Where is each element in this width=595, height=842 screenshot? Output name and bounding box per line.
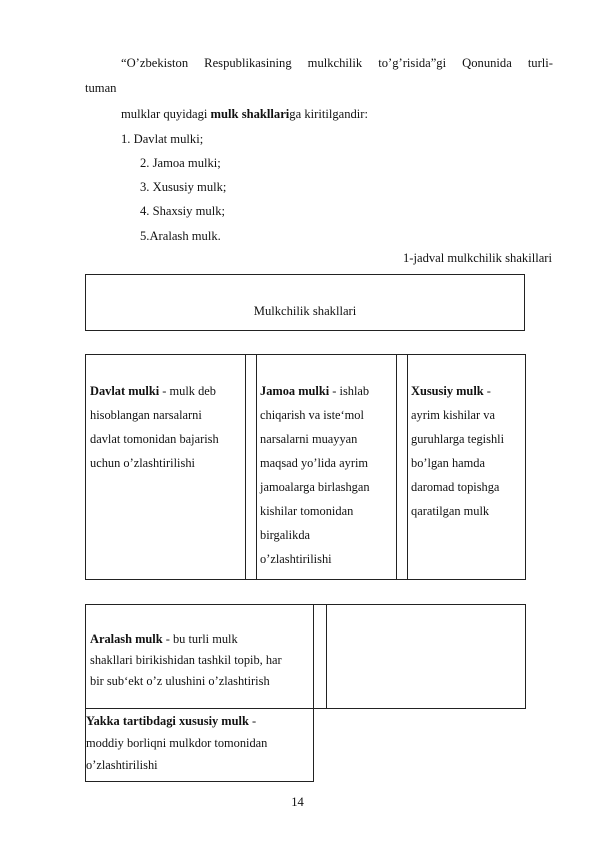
- cell-line: hisoblangan narsalarni: [90, 408, 202, 422]
- divider: [326, 604, 327, 709]
- cell-title: Davlat mulki: [90, 384, 160, 398]
- cell-line: jamoalarga birlashgan: [260, 480, 370, 494]
- cell-xususiy: [411, 379, 523, 523]
- intro-line-3: [121, 107, 368, 122]
- cell-line: [90, 379, 242, 403]
- cell-line: qaratilgan mulk: [411, 504, 490, 518]
- cell-line: [411, 379, 523, 403]
- intro-line-3-pre: mulklar quyidagi: [121, 107, 211, 121]
- header-box: [85, 274, 525, 331]
- table-caption: 1-jadval mulkchilik shakillari: [403, 251, 552, 265]
- row2-right-border: [525, 604, 526, 709]
- row2-bottom-border: [85, 781, 314, 782]
- cell-line: kishilar tomonidan: [260, 504, 354, 518]
- cell-text: - ishlab: [329, 384, 370, 398]
- divider: [407, 354, 408, 580]
- list-item: 5.Aralash mulk.: [140, 229, 221, 243]
- intro-word: turli-: [527, 56, 553, 70]
- cell-line: bo’lgan hamda: [411, 456, 485, 470]
- intro-line-3-bold: mulk shakllari: [210, 107, 290, 121]
- cell-aralash: [90, 629, 312, 692]
- cell-line: guruhlarga tegishli: [411, 432, 505, 446]
- list-item: 2. Jamoa mulki;: [140, 156, 221, 170]
- intro-word: Qonunida: [462, 56, 512, 70]
- intro-word: mulkchilik: [307, 56, 363, 70]
- intro-word: “O’zbekiston: [121, 56, 189, 70]
- cell-line: uchun o’zlashtirilishi: [90, 456, 195, 470]
- cell-line: ayrim kishilar va: [411, 408, 495, 422]
- cell-title: Yakka tartibdagi xususiy mulk: [86, 714, 249, 728]
- cell-line: narsalarni muayyan: [260, 432, 358, 446]
- cell-text: - mulk deb: [159, 384, 216, 398]
- divider: [396, 354, 397, 580]
- cell-text: -: [248, 714, 257, 728]
- list-item: 3. Xususiy mulk;: [140, 180, 227, 194]
- cell-title: Jamoa mulki: [260, 384, 330, 398]
- intro-line-3-post: ga kiritilgandir:: [289, 107, 368, 121]
- row2-middle-border: [85, 708, 526, 709]
- cell-line: o’zlashtirilishi: [86, 758, 158, 772]
- divider: [313, 604, 314, 782]
- cell-yakka: [86, 710, 312, 776]
- cell-text: -: [483, 384, 491, 398]
- cell-line: bir sub‘ekt o’z ulushini o’zlashtirish: [90, 674, 270, 688]
- cell-line: [90, 629, 312, 650]
- cell-jamoa: [260, 379, 394, 571]
- cell-line: chiqarish va iste‘mol: [260, 408, 364, 422]
- cell-text: - bu turli mulk: [162, 632, 238, 646]
- intro-line-2: tuman: [85, 81, 117, 95]
- intro-word: to’g’risida”gi: [378, 56, 447, 70]
- cell-line: shakllari birikishidan tashkil topib, har: [90, 653, 282, 667]
- header-box-label: Mulkchilik shakllari: [253, 304, 357, 318]
- cell-line: davlat tomonidan bajarish: [90, 432, 219, 446]
- intro-line-1: [121, 56, 553, 71]
- cell-title: Xususiy mulk: [411, 384, 484, 398]
- divider: [256, 354, 257, 580]
- cell-line: moddiy borliqni mulkdor tomonidan: [86, 736, 268, 750]
- row2-top-border: [85, 604, 526, 605]
- cell-line: birgalikda: [260, 528, 311, 542]
- list-item: 1. Davlat mulki;: [121, 132, 204, 146]
- cell-line: o’zlashtirilishi: [260, 552, 332, 566]
- cell-title: Aralash mulk: [90, 632, 163, 646]
- list-item: 4. Shaxsiy mulk;: [140, 204, 226, 218]
- page-number: 14: [291, 795, 304, 809]
- cell-line: maqsad yo’lida ayrim: [260, 456, 369, 470]
- intro-word: Respublikasining: [204, 56, 292, 70]
- cell-davlat: [90, 379, 242, 475]
- cell-line: [86, 710, 312, 732]
- cell-line: [260, 379, 394, 403]
- cell-line: daromad topishga: [411, 480, 500, 494]
- divider: [245, 354, 246, 580]
